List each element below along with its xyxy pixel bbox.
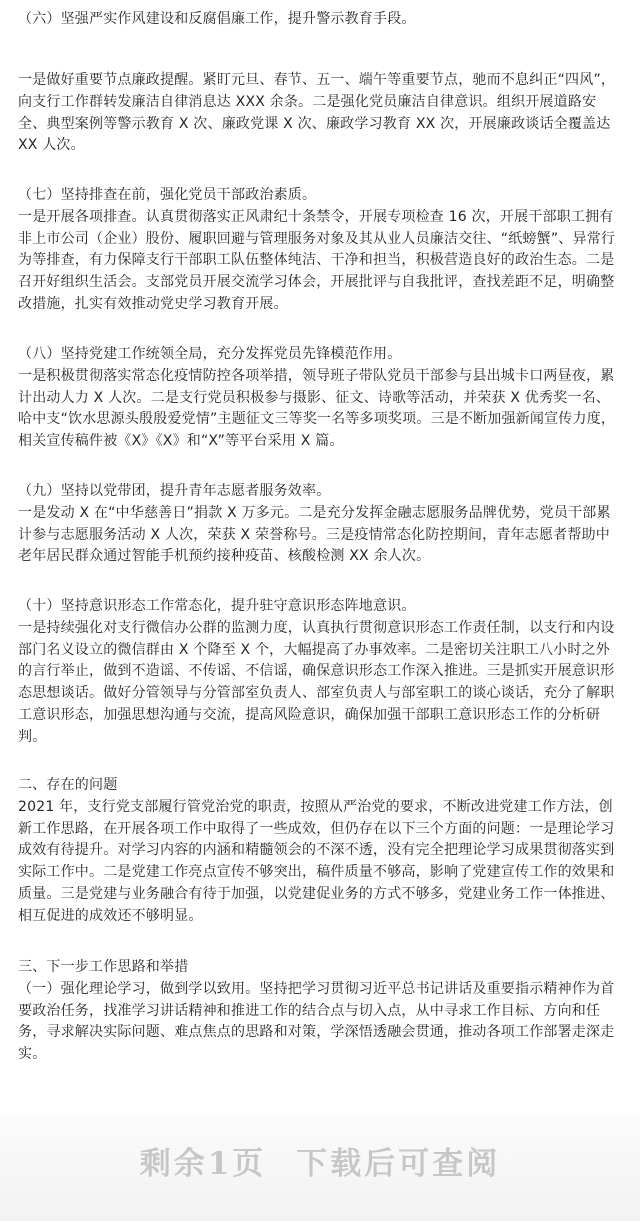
section-paragraph: 一是持续强化对支行微信办公群的监测力度，认真执行贯彻意识形态工作责任制，以支行和内设部门名义设立的微信群由 X 个降至 X 个，大幅提高了办事效率。二是密切关注职工八小时之外的言行举止，做到不造谣、不传谣、不信谣，确保意识形态工作深入推进。三是抓实开展意识形态思想谈话。做好分管领导与分管部室负责人、部室负责人与部室职工的谈心谈话，充分了解职工意识形态，加强思想沟通与交流，提高风险意识，确保加强干部职工意识形态工作的分析研判。 (18, 619, 615, 745)
section-heading: （十）坚持意识形态工作常态化，提升驻守意识形态阵地意识。 (18, 598, 416, 614)
download-hint-label[interactable]: 下载后可查阅 (296, 1146, 501, 1182)
section-heading: 三、下一步工作思路和举措 (18, 959, 189, 975)
section-problems (18, 775, 624, 928)
section-heading: （六）坚强严实作风建设和反腐倡廉工作，提升警示教育手段。 (18, 11, 416, 27)
section-heading: （八）坚持党建工作统领全局，充分发挥党员先锋模范作用。 (18, 346, 402, 362)
section-paragraph: 一是发动 X 在“中华慈善日”捐款 X 万多元。二是充分发挥金融志愿服务品牌优势，党员干部累计参与志愿服务活动 X 人次，荣获 X 荣誉称号。三是疫情常态化防控期间，青年志愿者帮助中老年居民群众通过智能手机预约接种疫苗、核酸检测 XX 余人次。 (18, 504, 611, 565)
remaining-pages-label[interactable]: 剩余1页 (139, 1146, 267, 1182)
section-paragraph: （一）强化理论学习，做到学以致用。坚持把学习贯彻习近平总书记讲话及重要指示精神作为首要政治任务，找准学习讲话精神和推进工作的结合点与切入点，从中寻求工作目标、方向和任务，寻求解决实际问题、难点焦点的思路和对策，学深悟透融会贯通，推动各项工作部署走深走实。 (18, 980, 615, 1063)
section-paragraph: 一是做好重要节点廉政提醒。紧盯元旦、春节、五一、端午等重要节点，驰而不息纠正“四风”，向支行工作群转发廉洁自律消息达 XXX 余条。二是强化党员廉洁自律意识。组织开展道路安全、典型案例等警示教育 X 次、廉政党课 X 次、廉政学习教育 XX 次，开展廉政谈话全覆盖达 XX 人次。 (18, 72, 616, 154)
section-6-body (18, 70, 624, 157)
section-heading: （九）坚持以党带团，提升青年志愿者服务效率。 (18, 483, 331, 499)
section-6 (18, 9, 624, 31)
section-heading: 二、存在的问题 (18, 777, 118, 793)
section-8 (18, 344, 624, 453)
section-next-steps (18, 957, 624, 1066)
download-prompt-text[interactable] (0, 1138, 640, 1183)
section-paragraph: 2021 年，支行党支部履行管党治党的职责，按照从严治党的要求，不断改进党建工作方法，创新工作思路，在开展各项工作中取得了一些成效，但仍存在以下三个方面的问题：一是理论学习成效有待提升。对学习内容的内涵和精髓领会的不深不透，没有完全把理论学习成果贯彻落实到实际工作中。二是党建工作亮点宣传不够突出，稿件质量不够高，影响了党建宣传工作的效果和质量。三是党建与业务融合有待于加强，以党建促业务的方式不够多，党建业务工作一体推进、相互促进的成效还不够明显。 (18, 798, 615, 924)
section-7 (18, 185, 624, 316)
section-9 (18, 481, 624, 568)
section-heading: （七）坚持排查在前，强化党员干部政治素质。 (18, 187, 317, 203)
section-paragraph: 一是积极贯彻落实常态化疫情防控各项举措，领导班子带队党员干部参与县出城卡口两昼夜，累计出动人力 X 人次。二是支行党员积极参与摄影、征文、诗歌等活动，并荣获 X 优秀奖一名、哈中支“饮水思源头殷殷爱党情”主题征文三等奖一名等多项奖项。三是不断加强新闻宣传力度，相关宣传稿件被《X》《X》和“X”等平台采用 X 篇。 (18, 367, 616, 450)
section-paragraph: 一是开展各项排查。认真贯彻落实正风肃纪十条禁令，开展专项检查 16 次，开展干部职工拥有非上市公司（企业）股份、履职回避与管理服务对象及其从业人员廉洁交往、“纸螃蟹”、异常行为等排查，有力保障支行干部职工队伍整体纯洁、干净和担当，积极营造良好的政治生态。二是召开好组织生活会。支部党员开展交流学习体会，开展批评与自我批评，查找差距不足，明确整改措施，扎实有效推动党史学习教育开展。 (18, 208, 616, 312)
section-10 (18, 596, 624, 749)
